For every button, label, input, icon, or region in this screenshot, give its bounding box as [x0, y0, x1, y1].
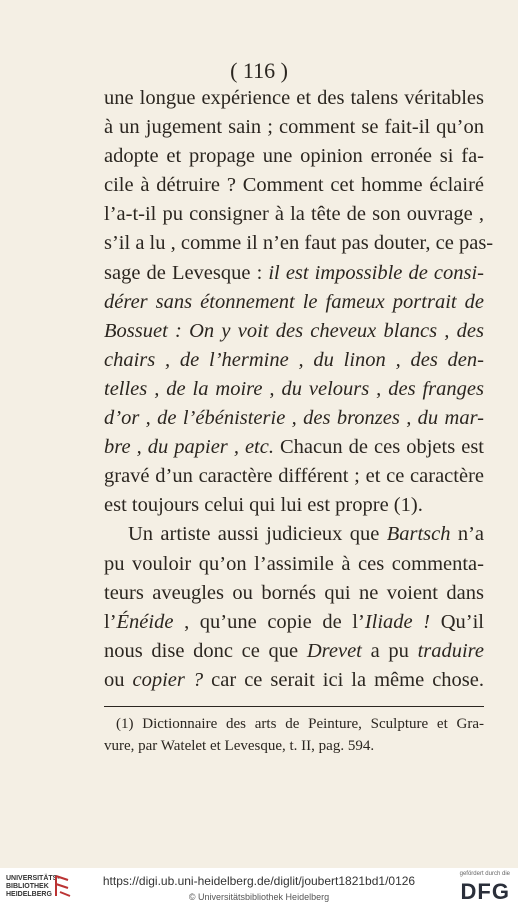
text-run: est toujours celui qui lui est propre (1). — [104, 494, 423, 517]
text-run: chairs , de l’hermine , du linon , des den- — [104, 348, 484, 371]
text-line — [104, 579, 484, 608]
text-line — [104, 142, 484, 171]
text-line — [104, 171, 484, 200]
text-line — [104, 550, 484, 579]
text-run: Un artiste aussi judicieux que — [128, 523, 387, 546]
text-run: une longue expérience et des talens véritables — [104, 87, 484, 109]
text-run: Bartsch — [386, 523, 451, 546]
text-run: copier ? — [132, 668, 204, 691]
copyright-text: © Universitätsbibliothek Heidelberg — [188, 892, 330, 902]
text-line — [104, 229, 494, 258]
text-run: l’a-t-il pu consigner à la tête de son ouvrage , — [104, 203, 484, 226]
footnote — [104, 713, 484, 757]
text-run: pu vouloir qu’on l’assimile à ces commenta- — [104, 552, 484, 575]
text-line — [104, 520, 484, 549]
footnote-line: (1) Dictionnaire des arts de Peinture, Sculpture et Gra- — [116, 716, 484, 732]
library-logo-text: UNIVERSITÄTS- BIBLIOTHEK HEIDELBERG — [6, 875, 60, 898]
source-link[interactable]: https://digi.ub.uni-heidelberg.de/diglit/joubert1821bd1/0126 — [102, 874, 416, 888]
text-run: à un jugement sain ; comment se fait-il qu’on — [104, 116, 484, 139]
text-line — [104, 462, 484, 491]
text-run: adopte et propage une opinion erronée si fa- — [104, 145, 484, 168]
text-run: car ce serait ici la même chose. — [203, 668, 485, 691]
text-run: n’a — [450, 523, 484, 546]
text-line — [104, 608, 484, 637]
text-run: dérer sans étonnement le fameux portrait de — [104, 290, 484, 313]
text-line — [104, 259, 484, 288]
text-line — [104, 666, 484, 695]
viewer-footer — [0, 868, 518, 908]
text-run: gravé d’un caractère différent ; et ce caractère — [104, 465, 484, 488]
funder-note: gefördert durch die — [459, 871, 510, 877]
text-line — [104, 200, 484, 229]
text-run: l’ — [104, 610, 117, 633]
text-run: a pu — [361, 639, 418, 662]
text-line — [104, 346, 484, 375]
text-line — [104, 84, 484, 113]
text-run: sage de Levesque : — [104, 261, 269, 284]
text-line — [104, 375, 484, 404]
dfg-logo: DFG — [460, 879, 510, 904]
text-run: teurs aveugles ou bornés qui ne voient dans — [104, 581, 484, 604]
text-run: il est impossible de consi- — [268, 261, 484, 284]
body-text — [104, 84, 494, 695]
text-line — [104, 433, 484, 462]
text-run: Chacun de ces objets est — [273, 436, 484, 459]
text-line — [104, 637, 484, 666]
text-run: bre , du papier , etc. — [104, 436, 274, 459]
text-line — [104, 317, 484, 346]
text-run: traduire — [417, 639, 484, 662]
text-line — [104, 113, 484, 142]
text-line — [104, 491, 484, 520]
text-run: telles , de la moire , du velours , des franges — [104, 377, 484, 400]
text-run: , qu’une copie de l’ — [173, 610, 365, 633]
footnote-rule — [104, 706, 484, 707]
text-run: cile à détruire ? Comment cet homme éclairé — [104, 174, 484, 197]
text-run: ou — [104, 668, 133, 691]
text-run: Drevet — [306, 639, 362, 662]
footnote-line: vure, par Watelet et Levesque, t. II, pag. 594. — [104, 738, 375, 754]
text-run: s’il a lu , comme il n’en faut pas douter, ce pas- — [104, 232, 494, 255]
text-run: Qu’il — [430, 610, 484, 633]
text-line — [104, 404, 484, 433]
text-run: Bossuet : On y voit des cheveux blancs , des — [104, 319, 484, 342]
text-run: nous dise donc ce que — [104, 639, 307, 662]
page-number: ( 116 ) — [230, 58, 288, 83]
text-run: Énéide — [116, 610, 174, 633]
text-run: Iliade ! — [364, 610, 431, 633]
text-line — [104, 288, 484, 317]
text-run: d’or , de l’ébénisterie , des bronzes , du mar- — [104, 407, 484, 430]
